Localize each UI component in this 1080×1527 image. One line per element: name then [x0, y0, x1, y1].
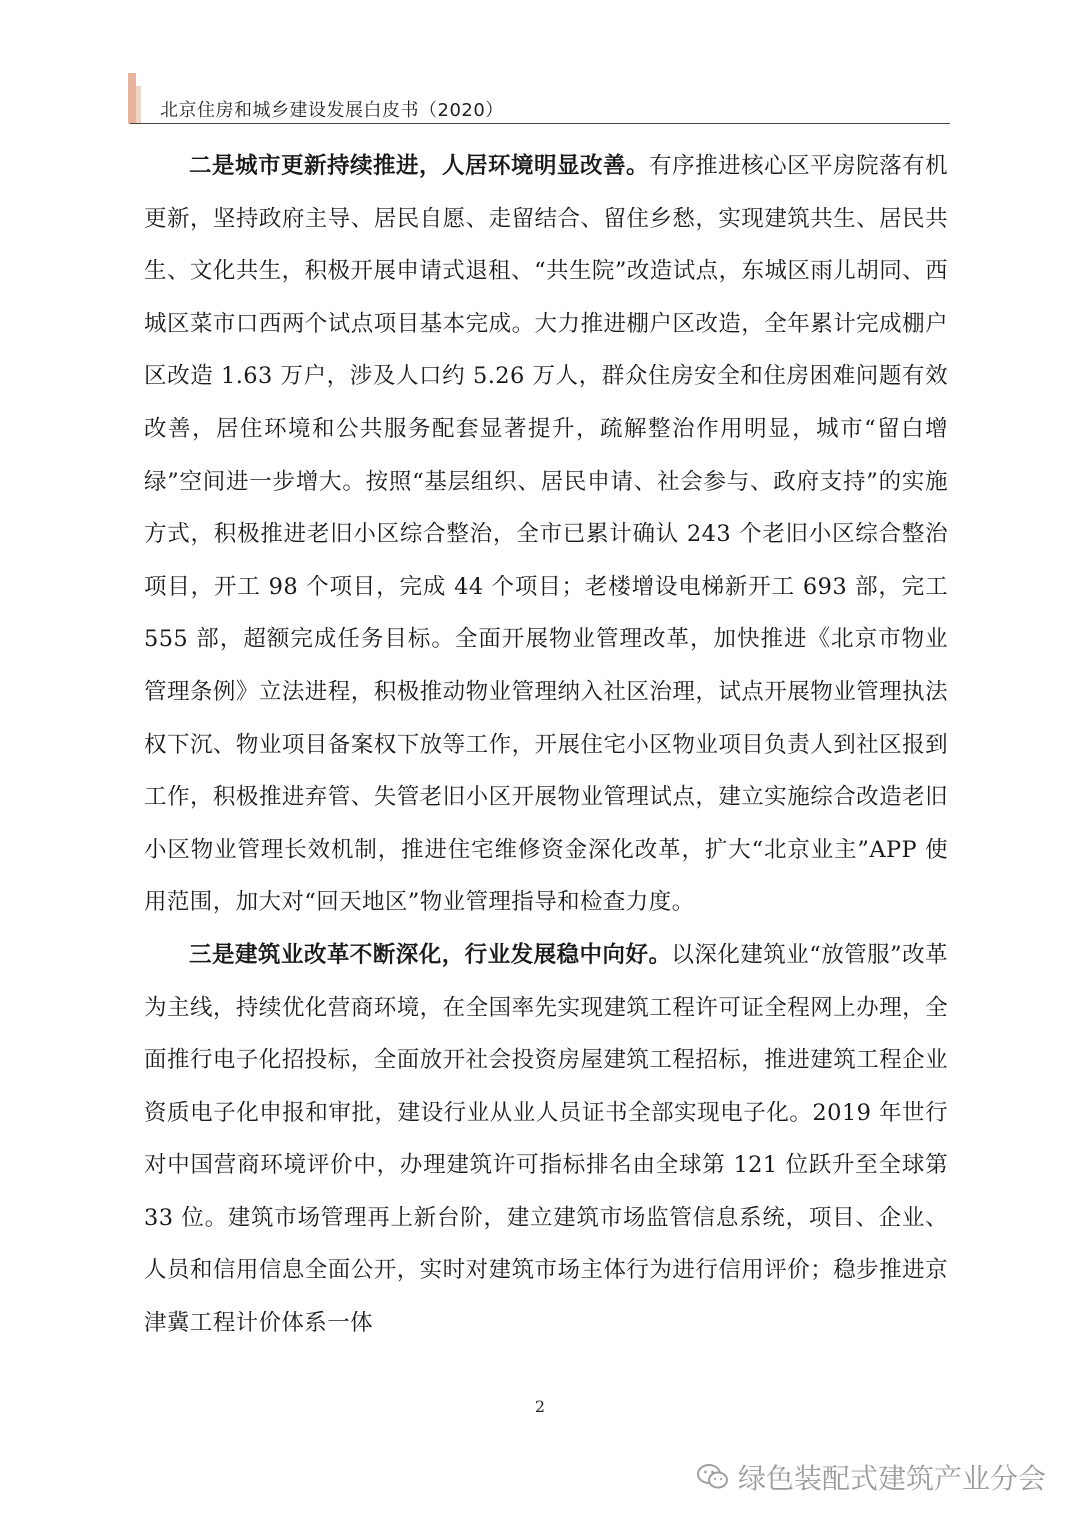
header-accent-bar-light	[136, 86, 141, 124]
watermark-text: 绿色装配式建筑产业分会	[737, 1462, 1046, 1495]
paragraph-urban-renewal	[144, 140, 948, 929]
paragraph-construction-reform	[144, 929, 948, 1350]
paragraph-lead: 三是建筑业改革不断深化，行业发展稳中向好。	[189, 941, 672, 968]
paragraph-lead: 二是城市更新持续推进，人居环境明显改善。	[189, 153, 650, 179]
wechat-icon	[696, 1462, 730, 1492]
document-header-title: 北京住房和城乡建设发展白皮书（2020）	[160, 100, 504, 121]
header-accent-bar	[128, 73, 136, 124]
paragraph-text: 有序推进核心区平房院落有机更新，坚持政府主导、居民自愿、走留结合、留住乡愁，实现建筑共生、居民共生、文化共生，积极开展申请式退租、“共生院”改造试点，东城区雨儿胡同、西城区菜市口西两个试点项目基本完成。大力推进棚户区改造，全年累计完成棚户区改造 1.63 万户，涉及人口约 5.26 万人，群众住房安全和住房困难问题有效改善，居住环境和公共服务配套显著提升，疏解整治作用明显，城市“留白增绿”空间进一步增大。按照“基层组织、居民申请、社会参与、政府支持”的实施方式，积极推进老旧小区综合整治，全市已累计确认 243 个老旧小区综合整治项目，开工 98 个项目，完成 44 个项目；老楼增设电梯新开工 693 部，完工 555 部，超额完成任务目标。全面开展物业管理改革，加快推进《北京市物业管理条例》立法进程，积极推动物业管理纳入社区治理，试点开展物业管理执法权下沉、物业项目备案权下放等工作，开展住宅小区物业项目负责人到社区报到工作，积极推进弃管、失管老旧小区开展物业管理试点，建立实施综合改造老旧小区物业管理长效机制，推进住宅维修资金深化改革，扩大“北京业主”APP 使用范围，加大对“回天地区”物业管理指导和检查力度。	[144, 153, 948, 916]
document-body	[144, 140, 948, 1350]
header-rule	[130, 123, 950, 124]
watermark	[696, 1457, 1046, 1497]
paragraph-text: 以深化建筑业“放管服”改革为主线，持续优化营商环境，在全国率先实现建筑工程许可证全程网上办理，全面推行电子化招投标，全面放开社会投资房屋建筑工程招标，推进建筑工程企业资质电子化申报和审批，建设行业从业人员证书全部实现电子化。2019 年世行对中国营商环境评价中，办理建筑许可指标排名由全球第 121 位跃升至全球第 33 位。建筑市场管理再上新台阶，建立建筑市场监管信息系统，项目、企业、人员和信用信息全面公开，实时对建筑市场主体行为进行信用评价；稳步推进京津冀工程计价体系一体	[144, 941, 948, 1337]
page-number: 2	[534, 1397, 546, 1416]
